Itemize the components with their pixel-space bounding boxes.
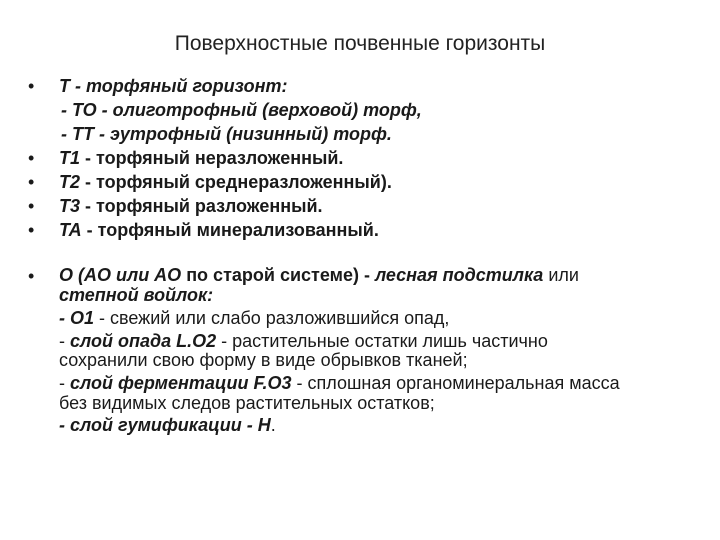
list-item-t3 [28,194,698,218]
horizon-description: - торфяный минерализованный. [81,220,379,240]
peat-horizon-heading: T - торфяный горизонт: [59,76,288,96]
litter-subtype-o1: - O1 - свежий или слабо разложившийся опад, [59,308,450,329]
horizon-description: - торфяный неразложенный. [80,148,344,168]
horizon-code: T2 [59,172,81,192]
horizon-description: - торфяный разложенный. [80,196,323,216]
horizon-code: TA [59,220,82,240]
horizon-list [28,74,698,436]
litter-subtype-l-cont: сохранили свою форму в виде обрывков тканей; [59,350,468,371]
list-item-ta [28,218,698,242]
bullet-icon: • [28,172,35,192]
list-item-t1 [28,146,698,170]
litter-subtype-f: - слой ферментации F.O3 - сплошная органоминеральная масса [59,372,620,393]
list-item-litter [28,266,698,436]
peat-subtype-oligotrophic: - TO - олиготрофный (верховой) торф, [61,100,422,120]
litter-subtype-l: - слой опада L.O2 - растительные остатки лишь частично [59,330,548,351]
peat-subtype-eutrophic: - TT - эутрофный (низинный) торф. [61,124,392,144]
horizon-description: - торфяный среднеразложенный). [80,172,392,192]
bullet-icon: • [28,76,35,96]
list-item-t2 [28,170,698,194]
bullet-icon: • [28,220,35,240]
bullet-icon: • [28,148,35,168]
horizon-code: T1 [59,148,81,168]
list-item-peat [28,74,698,146]
bullet-icon: • [28,196,35,216]
litter-subtype-h: - слой гумификации - H. [59,415,276,436]
litter-subtype-f-cont: без видимых следов растительных остатков; [59,392,435,413]
litter-heading-line1: O (AO или AO по старой системе) - лесная подстилка или [59,265,579,285]
bullet-icon: • [28,266,35,286]
litter-heading-line2: степной войлок: [59,284,214,305]
slide-title: Поверхностные почвенные горизонты [174,32,546,55]
horizon-code: T3 [59,196,81,216]
